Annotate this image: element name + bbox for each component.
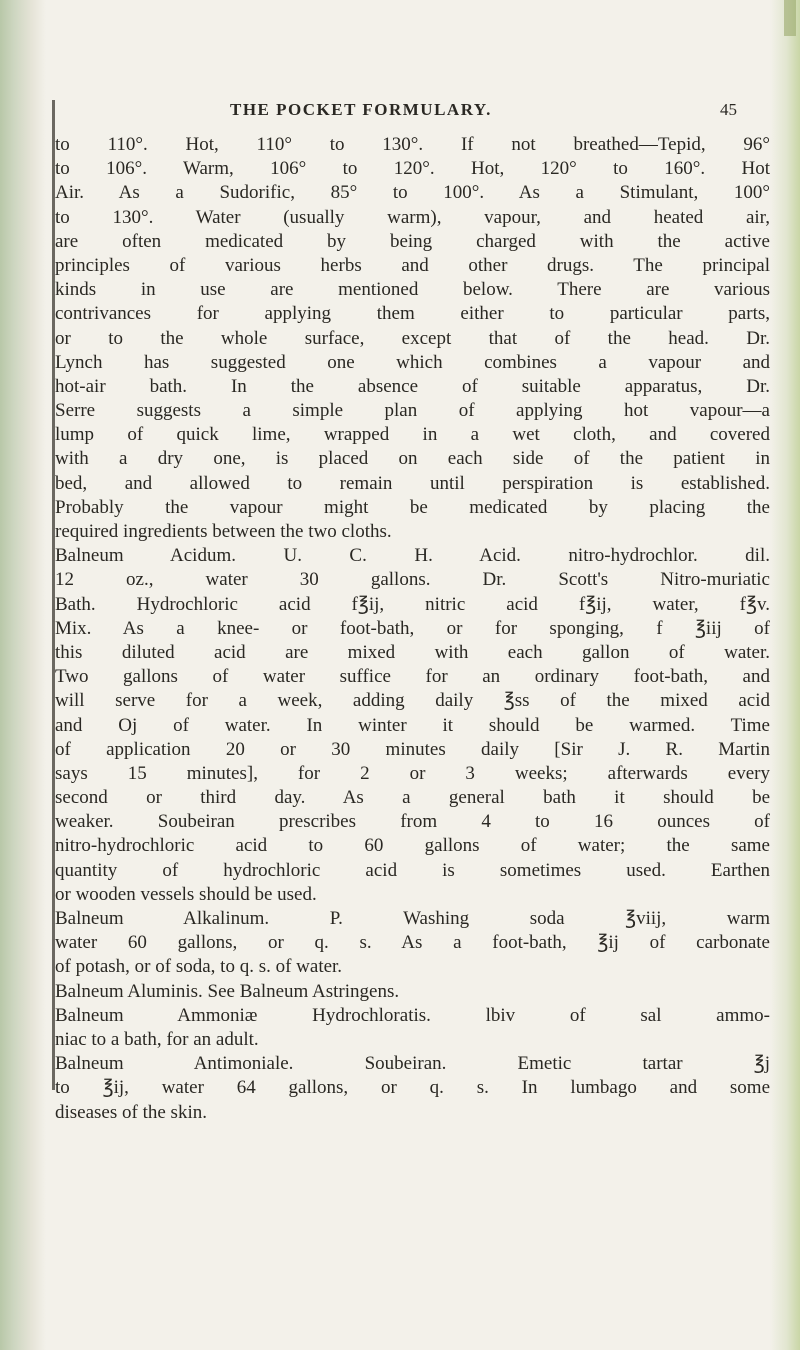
text-line: with a dry one, is placed on each side of the patient in (55, 448, 770, 470)
text-line: Serre suggests a simple plan of applying hot vapour—a (55, 400, 770, 422)
entry-balneum-aluminis: Balneum Aluminis. See Balneum Astringens. (55, 980, 400, 1002)
text-line: hot-air bath. In the absence of suitable apparatus, Dr. (55, 375, 770, 397)
text-line: kinds in use are mentioned below. There are various (55, 279, 770, 301)
page-edge-shadow (770, 0, 800, 1350)
text-line: 12 oz., water 30 gallons. Dr. Scott's Nitro-muriatic (55, 569, 770, 591)
text-line: says 15 minutes], for 2 or 3 weeks; afterwards every (55, 762, 770, 784)
entry-balneum-acidum: Balneum Acidum. U. C. H. Acid. nitro-hydrochlor. dil. (55, 545, 770, 567)
running-head: THE POCKET FORMULARY. (230, 100, 492, 119)
body-text (55, 133, 770, 1125)
text-line: diseases of the skin. (55, 1101, 207, 1123)
corner-stain (784, 0, 796, 36)
text-line: water 60 gallons, or q. s. As a foot-bath, ℥ij of carbonate (55, 932, 770, 954)
text-line: this diluted acid are mixed with each gallon of water. (55, 641, 770, 663)
text-line: Probably the vapour might be medicated by placing the (55, 496, 770, 518)
text-line: bed, and allowed to remain until perspiration is established. (55, 472, 770, 494)
entry-balneum-ammoniae: Balneum Ammoniæ Hydrochloratis. lbiv of sal ammo- (55, 1004, 770, 1026)
text-line: Mix. As a knee- or foot-bath, or for sponging, f ℥iij of (55, 617, 770, 639)
text-line: of potash, or of soda, to q. s. of water. (55, 956, 343, 978)
text-line: will serve for a week, adding daily ℥ss of the mixed acid (55, 690, 770, 712)
text-line: Bath. Hydrochloric acid f℥ij, nitric acid f℥ij, water, f℥v. (55, 593, 770, 615)
text-line: niac to a bath, for an adult. (55, 1028, 259, 1050)
text-line: nitro-hydrochloric acid to 60 gallons of water; the same (55, 835, 770, 857)
text-line: second or third day. As a general bath it should be (55, 787, 770, 809)
entry-balneum-antimoniale: Balneum Antimoniale. Soubeiran. Emetic tartar ℥j (55, 1053, 770, 1075)
page-gutter-shadow (0, 0, 46, 1350)
page-header (230, 100, 770, 130)
text-line: quantity of hydrochloric acid is sometimes used. Earthen (55, 859, 770, 881)
text-line: lump of quick lime, wrapped in a wet cloth, and covered (55, 424, 770, 446)
text-line: are often medicated by being charged with the active (55, 230, 770, 252)
text-line: to 110°. Hot, 110° to 130°. If not breathed—Tepid, 96° (55, 134, 770, 155)
text-line: Lynch has suggested one which combines a vapour and (55, 351, 770, 373)
text-line: to ℥ij, water 64 gallons, or q. s. In lumbago and some (55, 1077, 770, 1099)
text-line: Air. As a Sudorific, 85° to 100°. As a Stimulant, 100° (55, 182, 770, 204)
text-line: to 106°. Warm, 106° to 120°. Hot, 120° to 160°. Hot (55, 158, 770, 180)
entry-balneum-alkalinum: Balneum Alkalinum. P. Washing soda ℥viij, warm (55, 908, 770, 929)
text-line: contrivances for applying them either to particular parts, (55, 303, 770, 325)
text-line: weaker. Soubeiran prescribes from 4 to 16 ounces of (55, 811, 770, 833)
text-line: principles of various herbs and other drugs. The principal (55, 254, 770, 276)
text-line: to 130°. Water (usually warm), vapour, and heated air, (55, 206, 770, 228)
text-line: required ingredients between the two cloths. (55, 521, 392, 542)
text-line: or wooden vessels should be used. (55, 883, 317, 905)
text-line: Two gallons of water suffice for an ordinary foot-bath, and (55, 666, 770, 688)
page-number: 45 (720, 100, 737, 119)
text-line: of application 20 or 30 minutes daily [Sir J. R. Martin (55, 738, 770, 760)
text-line: or to the whole surface, except that of the head. Dr. (55, 327, 770, 349)
text-line: and Oj of water. In winter it should be warmed. Time (55, 714, 770, 736)
